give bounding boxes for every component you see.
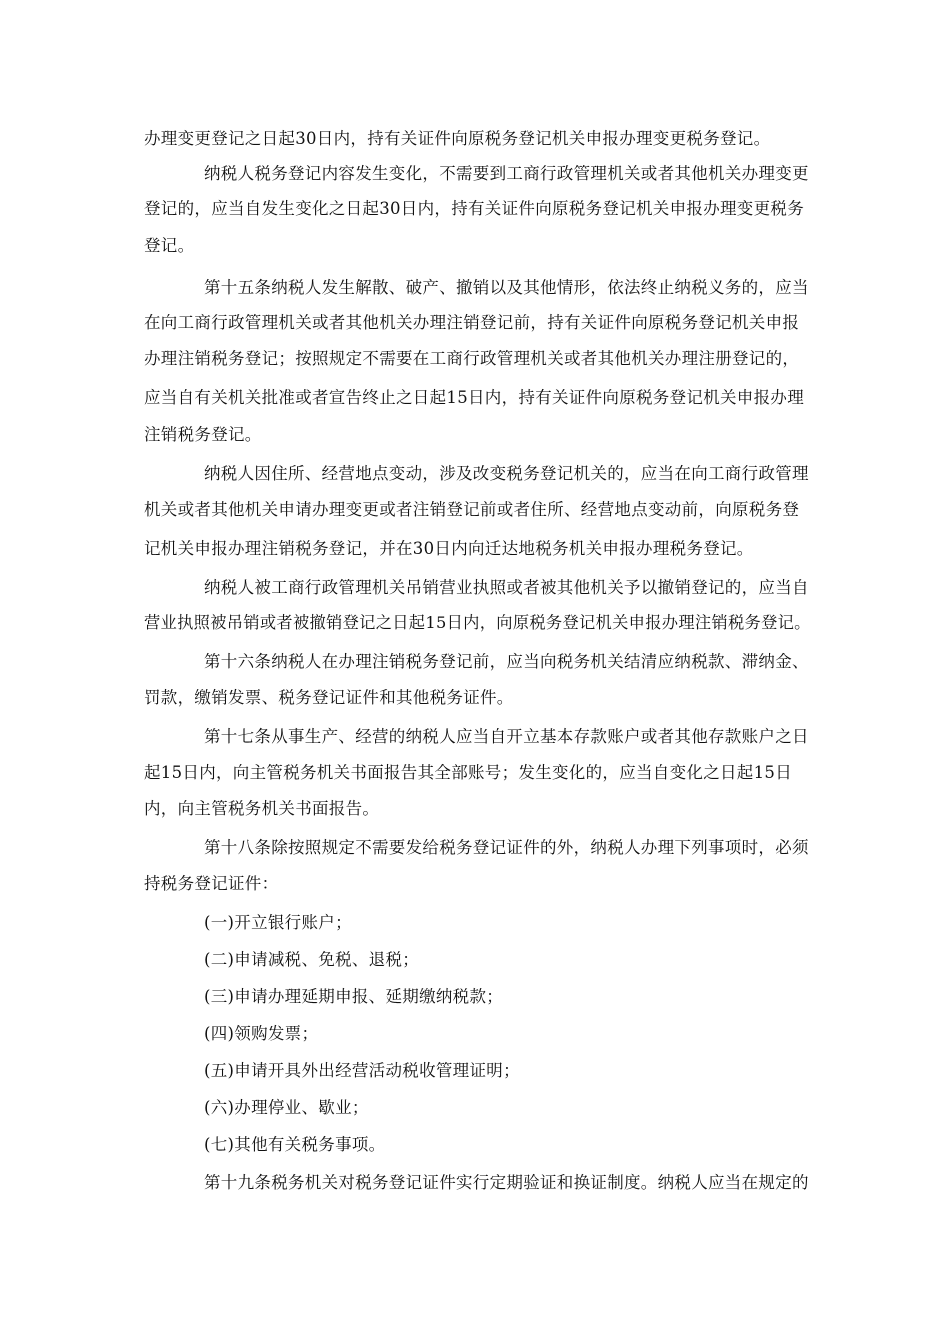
text-line: 纳税人税务登记内容发生变化，不需要到工商行政管理机关或者其他机关办理变更 [204,164,809,183]
list-item: (五)申请开具外出经营活动税收管理证明； [204,1061,520,1080]
text-line: 在向工商行政管理机关或者其他机关办理注销登记前，持有关证件向原税务登记机关申报 [144,313,800,332]
text-line: 第十七条从事生产、经营的纳税人应当自开立基本存款账户或者其他存款账户之日 [204,727,809,746]
list-item: (二)申请减税、免税、退税； [204,950,420,969]
text-line: 办理变更登记之日起30日内，持有关证件向原税务登记机关申报办理变更税务登记。 [144,129,771,148]
text-line: 纳税人被工商行政管理机关吊销营业执照或者被其他机关予以撤销登记的，应当自 [204,578,809,597]
text-line: 应当自有关机关批准或者宣告终止之日起15日内，持有关证件向原税务登记机关申报办理 [144,388,804,407]
list-item: (三)申请办理延期申报、延期缴纳税款； [204,987,504,1006]
text-line: 起15日内，向主管税务机关书面报告其全部账号；发生变化的，应当自变化之日起15日 [144,763,792,782]
text-line: 第十六条纳税人在办理注销税务登记前，应当向税务机关结清应纳税款、滞纳金、 [204,652,809,671]
list-item: (一)开立银行账户； [204,913,352,932]
list-item: (六)办理停业、歇业； [204,1098,369,1117]
text-line: 纳税人因住所、经营地点变动，涉及改变税务登记机关的，应当在向工商行政管理 [204,464,809,483]
text-line: 记机关申报办理注销税务登记，并在30日内向迁达地税务机关申报办理税务登记。 [144,539,754,558]
text-line: 内，向主管税务机关书面报告。 [144,799,380,818]
text-line: 第十八条除按照规定不需要发给税务登记证件的外，纳税人办理下列事项时，必须 [204,838,809,857]
text-line: 第十五条纳税人发生解散、破产、撤销以及其他情形，依法终止纳税义务的，应当 [204,278,809,297]
text-line: 罚款，缴销发票、税务登记证件和其他税务证件。 [144,688,514,707]
text-line: 机关或者其他机关申请办理变更或者注销登记前或者住所、经营地点变动前，向原税务登 [144,500,800,519]
text-line: 登记。 [144,236,195,255]
list-item: (四)领购发票； [204,1024,319,1043]
text-line: 办理注销税务登记；按照规定不需要在工商行政管理机关或者其他机关办理注册登记的， [144,349,800,368]
text-line: 第十九条税务机关对税务登记证件实行定期验证和换证制度。纳税人应当在规定的 [204,1173,809,1192]
text-line: 登记的，应当自发生变化之日起30日内，持有关证件向原税务登记机关申报办理变更税务 [144,199,804,218]
text-line: 持税务登记证件： [144,874,279,893]
text-line: 营业执照被吊销或者被撤销登记之日起15日内，向原税务登记机关申报办理注销税务登记。 [144,613,811,632]
text-line: 注销税务登记。 [144,425,262,444]
list-item: (七)其他有关税务事项。 [204,1135,386,1154]
